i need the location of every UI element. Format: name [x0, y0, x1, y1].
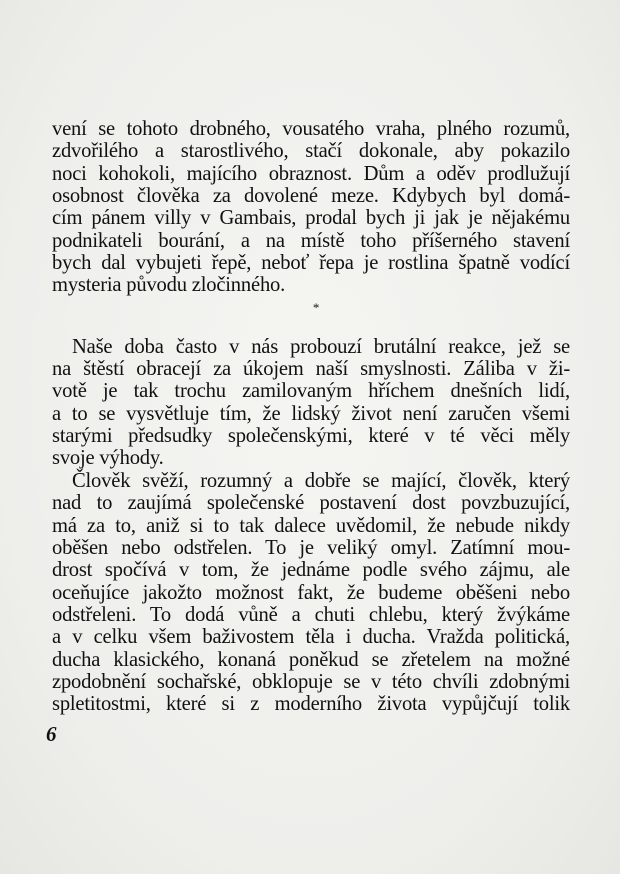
text-line: a to se vysvětluje tím, že lidský život není zaručen všemi — [52, 402, 570, 425]
paragraph-2 — [52, 336, 570, 470]
text-line: Naše doba často v nás probouzí brutální reakce, jež se — [72, 335, 570, 358]
text-line: cím pánem villy v Gambais, prodal bych ji jak je nějakému — [52, 207, 570, 230]
text-line: má za to, aniž si to tak dalece uvědomil, že nebude nikdy — [52, 514, 570, 537]
text-line: na štěstí obracejí za úkojem naší smyslnosti. Záliba v ži- — [52, 358, 570, 381]
page-text — [52, 118, 570, 716]
paragraph-spacer — [52, 317, 570, 336]
text-line: bych dal vybujeti řepě, neboť řepa je rostlina špatně vodící — [52, 252, 570, 275]
text-line: votě je tak trochu zamilovaným hříchem dnešních lidí, — [52, 380, 570, 403]
page-number: 6 — [46, 722, 57, 746]
paragraph-3 — [52, 470, 570, 716]
text-line: zdvořilého a starostlivého, stačí dokonale, aby pokazilo — [52, 140, 570, 163]
text-line: starými předsudky společenskými, které v té věci měly — [52, 425, 570, 448]
text-line: podnikateli bourání, a na místě toho příšerného stavení — [52, 229, 570, 252]
text-line: zpodobnění sochařské, obklopuje se v této chvíli zdobnými — [52, 670, 570, 693]
section-divider: * — [312, 299, 320, 315]
text-line: ducha klasického, konaná poněkud se zřetelem na možné — [52, 648, 570, 671]
text-line: spletitostmi, které si z moderního života vypůjčují tolik — [52, 693, 570, 716]
text-line: svoje výhody. — [52, 447, 164, 470]
text-line: vení se tohoto drobného, vousatého vraha, plného rozumů, — [52, 118, 570, 140]
text-line: noci kohokoli, majícího obraznost. Dům a oděv prodlužují — [52, 162, 570, 185]
text-line: Člověk svěží, rozumný a dobře se mající, člověk, který — [72, 469, 570, 492]
text-line: nad to zaujímá společenské postavení dost povzbuzující, — [52, 492, 570, 515]
text-line: mysteria původu zločinného. — [52, 274, 286, 297]
text-line: oběšen nebo odstřelen. To je veliký omyl. Zatímní mou- — [52, 536, 570, 559]
text-line: oceňujíce jakožto možnost fakt, že budeme oběšeni nebo — [52, 581, 570, 604]
text-line: osobnost člověka za dovolené meze. Kdybych byl domá- — [52, 185, 570, 208]
paragraph-1 — [52, 118, 570, 297]
text-line: odstřeleni. To dodá vůně a chuti chlebu, který žvýkáme — [52, 603, 570, 626]
text-line: a v celku všem baživostem těla i ducha. Vražda politická, — [52, 626, 570, 649]
text-line: drost spočívá v tom, že jednáme podle svého zájmu, ale — [52, 559, 570, 582]
